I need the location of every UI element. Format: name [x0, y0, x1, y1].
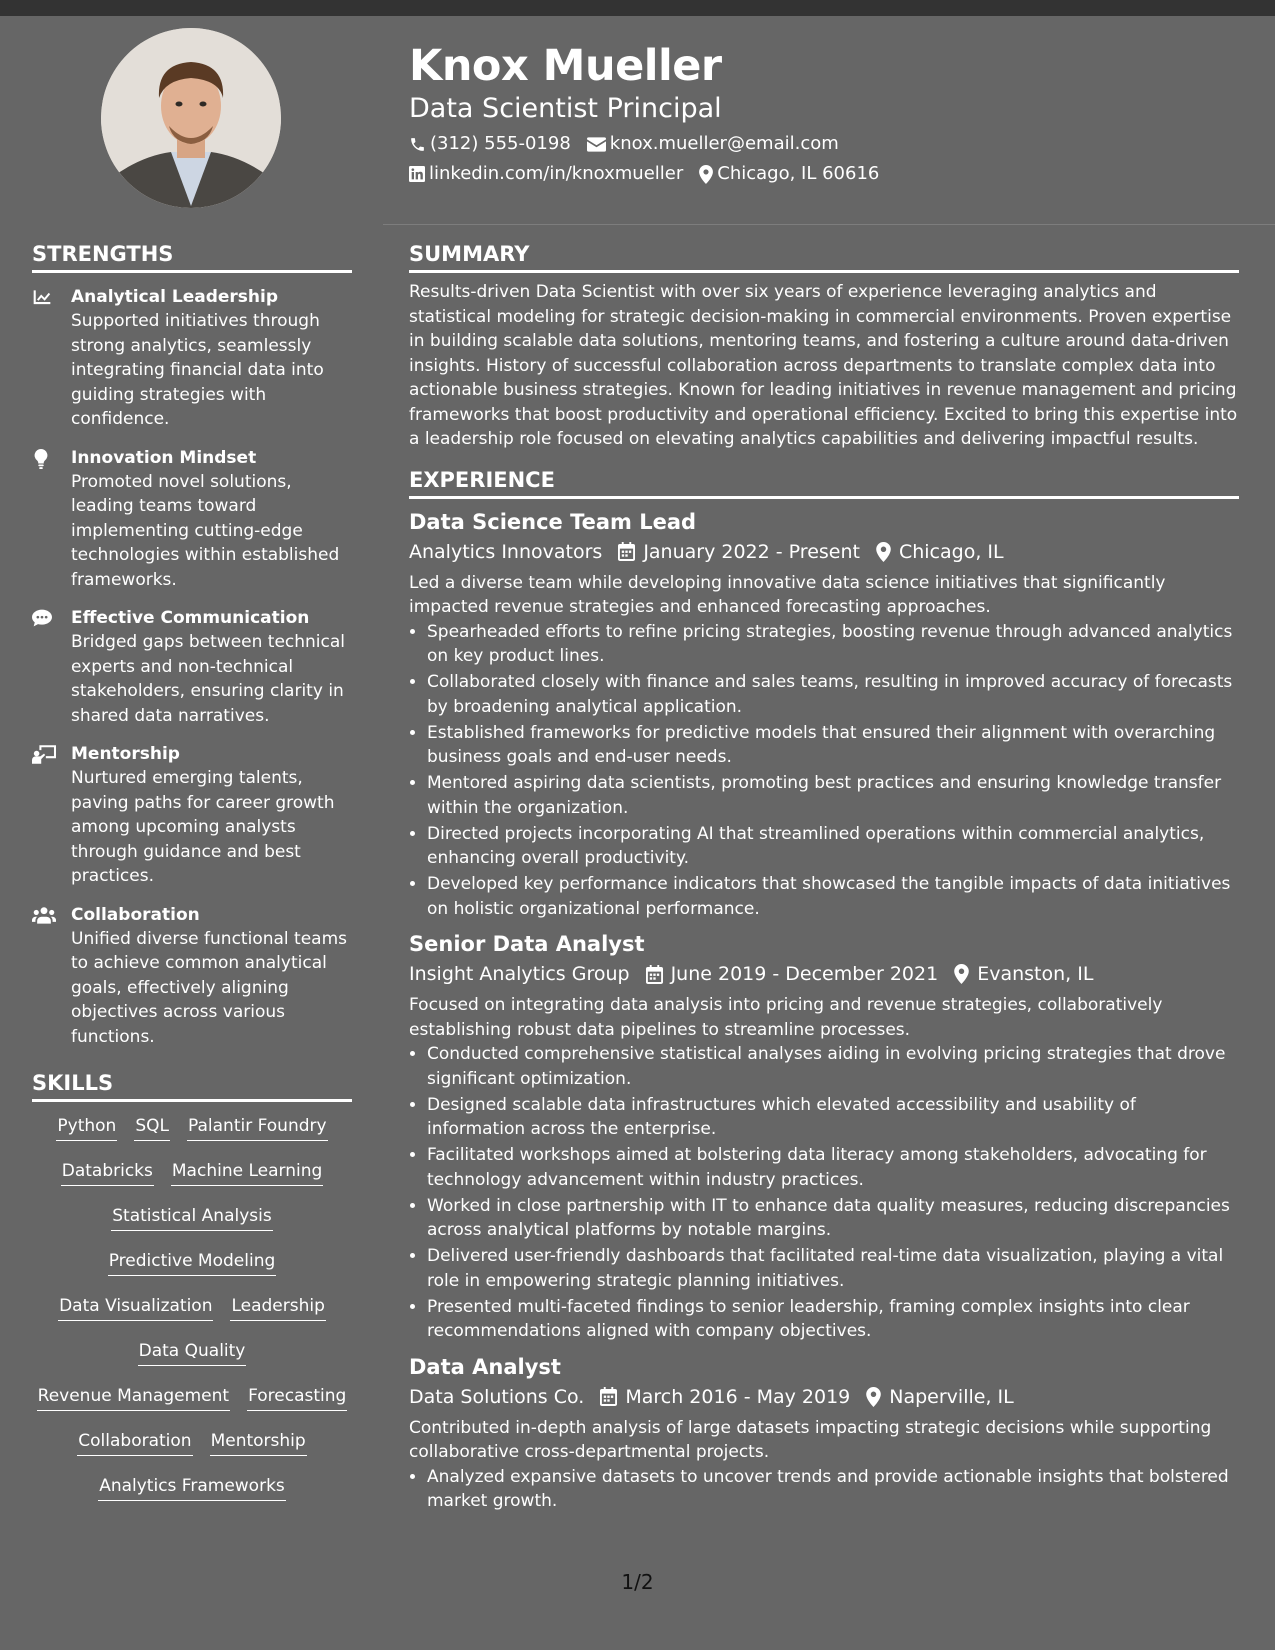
strength-item: [32, 606, 352, 728]
strength-desc: Nurtured emerging talents, paving paths for career growth among upcoming analysts through guidance and best practices.: [71, 768, 335, 886]
skill-tag: SQL: [134, 1114, 170, 1141]
skill-tag: Collaboration: [77, 1429, 192, 1456]
summary-text: Results-driven Data Scientist with over six years of experience leveraging analytics and statistical modeling for strategic decision-making in commercial environments. Proven expertise in building scalable data solutions, mentoring teams, and fostering a culture around data-driven insights. History of successful collaboration across departments to translate complex data into actionable business strategies. Known for leading initiatives in revenue management and pricing frameworks that boost productivity and operational efficiency. Excited to bring this expertise into a leadership role focused on elevating analytics capabilities and delivering impactful results.: [409, 282, 1238, 449]
profile-photo: [101, 28, 281, 208]
job-location: Evanston, IL: [977, 963, 1094, 985]
skills-heading: SKILLS: [32, 1071, 114, 1095]
job-location: Chicago, IL: [898, 540, 1004, 563]
job-meta: [409, 539, 1239, 565]
job-bullets: [409, 620, 1239, 922]
job-meta: [409, 1384, 1239, 1410]
job-description: Contributed in-depth analysis of large datasets impacting strategic decisions while supporting collaborative cross-departmental projects.: [409, 1417, 1212, 1462]
job-location-wrap: [866, 1384, 1013, 1410]
job-description: Focused on integrating data analysis into pricing and revenue strategies, collaboratively establishing robust data pipelines to streamline processes.: [409, 995, 1163, 1040]
job-company: Analytics Innovators: [409, 540, 603, 563]
users-icon: [32, 906, 54, 926]
header-divider: [383, 224, 1275, 225]
job-location-wrap: [954, 961, 1093, 987]
phone-contact: [409, 132, 571, 156]
map-marker-icon: [699, 165, 713, 184]
resume-header: [409, 40, 1239, 186]
skill-tag: Statistical Analysis: [111, 1204, 272, 1231]
skill-row: [32, 1114, 352, 1159]
strength-item: [32, 742, 352, 889]
skill-tag: Palantir Foundry: [187, 1114, 328, 1141]
job-bullet: • Worked in close partnership with IT to enhance data quality measures, reducing discrepancies across analytical platforms by notable margins.: [427, 1194, 1239, 1243]
job-location: Naperville, IL: [889, 1385, 1014, 1408]
skills-list: [32, 1114, 352, 1519]
strength-title: Analytical Leadership: [71, 287, 279, 307]
strengths-heading: STRENGTHS: [32, 242, 174, 266]
contact-line-1: [409, 132, 1239, 156]
right-column: [409, 240, 1239, 1515]
job-title: Senior Data Analyst: [409, 932, 645, 956]
summary-rule: [409, 270, 1239, 273]
job-bullet: • Facilitated workshops aimed at bolstering data literacy among stakeholders, advocating for technology advancement within industry practices.: [427, 1143, 1239, 1192]
calendar-icon: [618, 542, 635, 561]
job-bullets: [409, 1042, 1239, 1344]
linkedin-text: linkedin.com/in/knoxmueller: [429, 163, 684, 184]
linkedin-contact[interactable]: [409, 162, 683, 186]
job-dates-wrap: [618, 539, 860, 565]
job-dates-wrap: [600, 1384, 850, 1410]
skill-tag: Python: [56, 1114, 117, 1141]
comment-icon: [32, 609, 54, 629]
strength-desc: Bridged gaps between technical experts and non-technical stakeholders, ensuring clarity in shared data narratives.: [71, 632, 346, 726]
phone-icon: [409, 136, 426, 153]
strength-title: Mentorship: [71, 744, 180, 764]
location-text: Chicago, IL 60616: [717, 163, 880, 184]
job-bullet: • Mentored aspiring data scientists, promoting best practices and ensuring knowledge transfer within the organization.: [427, 771, 1239, 820]
email-text: knox.mueller@email.com: [609, 133, 839, 154]
skill-tag: Forecasting: [247, 1384, 347, 1411]
job-location-wrap: [876, 539, 1004, 565]
job-meta: [409, 961, 1239, 987]
calendar-icon: [646, 965, 663, 984]
phone-text: (312) 555-0198: [430, 133, 571, 154]
contact-line-2: [409, 162, 1239, 186]
calendar-icon: [600, 1387, 617, 1406]
strength-title: Innovation Mindset: [71, 447, 257, 468]
job-bullet: • Spearheaded efforts to refine pricing strategies, boosting revenue through advanced analytics on key product lines.: [427, 620, 1239, 669]
strength-desc: Supported initiatives through strong analytics, seamlessly integrating financial data into guiding strategies with confidence.: [71, 311, 324, 429]
skill-row: [32, 1429, 352, 1474]
experience-heading: EXPERIENCE: [409, 467, 555, 492]
job-bullet: • Collaborated closely with finance and sales teams, resulting in improved accuracy of forecasts by broadening analytical application.: [427, 670, 1239, 719]
job-entry: [409, 507, 1239, 922]
job-bullet: • Developed key performance indicators that showcased the tangible impacts of data initiatives on holistic organizational performance.: [427, 872, 1239, 921]
job-title: Data Science Team Lead: [409, 509, 697, 534]
location-contact: [699, 162, 879, 186]
job-bullet: • Established frameworks for predictive models that ensured their alignment with overarching business goals and end-user needs.: [427, 721, 1239, 770]
strength-title: Collaboration: [71, 904, 200, 925]
job-entry: [409, 929, 1239, 1344]
envelope-icon: [587, 137, 606, 152]
job-bullets: [409, 1465, 1239, 1514]
job-company: Insight Analytics Group: [409, 963, 630, 985]
strength-desc: Promoted novel solutions, leading teams toward implementing cutting-edge technologies within established frameworks.: [71, 471, 340, 590]
page-number: 1/2: [621, 1570, 654, 1594]
skill-tag: Data Quality: [138, 1339, 247, 1366]
summary-heading: SUMMARY: [409, 242, 530, 266]
skill-tag: Mentorship: [210, 1429, 307, 1456]
skills-rule: [32, 1099, 352, 1102]
job-description: Led a diverse team while developing innovative data science initiatives that significantly impacted revenue strategies and enhanced forecasting approaches.: [409, 572, 1166, 617]
lightbulb-icon: [32, 449, 54, 469]
strength-item: [32, 446, 352, 593]
strengths-rule: [32, 270, 352, 273]
skill-row: [32, 1339, 352, 1384]
job-dates: January 2022 - Present: [643, 540, 860, 563]
job-dates: March 2016 - May 2019: [625, 1385, 851, 1408]
skill-tag: Analytics Frameworks: [98, 1474, 286, 1501]
linkedin-icon: [409, 166, 425, 182]
strength-item: [32, 285, 352, 432]
skill-tag: Leadership: [230, 1294, 325, 1321]
skill-tag: Machine Learning: [171, 1159, 323, 1186]
skill-row: [32, 1249, 352, 1294]
experience-rule: [409, 496, 1239, 499]
job-bullet: • Delivered user-friendly dashboards that facilitated real-time data visualization, playing a vital role in empowering strategic planning initiatives.: [427, 1244, 1239, 1293]
skill-row: [32, 1294, 352, 1339]
skill-tag: Revenue Management: [37, 1384, 230, 1411]
job-dates: June 2019 - December 2021: [670, 963, 939, 985]
skill-tag: Predictive Modeling: [108, 1249, 277, 1276]
strength-title: Effective Communication: [71, 608, 310, 628]
job-entry: [409, 1352, 1239, 1514]
job-bullet: • Analyzed expansive datasets to uncover trends and provide actionable insights that bolstered market growth.: [427, 1465, 1239, 1514]
map-marker-icon: [954, 964, 969, 984]
map-marker-icon: [876, 542, 891, 562]
skill-row: [32, 1384, 352, 1429]
job-company: Data Solutions Co.: [409, 1385, 585, 1408]
strength-desc: Unified diverse functional teams to achieve common analytical goals, effectively aligning objectives across various functions.: [71, 928, 347, 1047]
skill-tag: Data Visualization: [58, 1294, 213, 1321]
skill-row: [32, 1474, 352, 1519]
strength-item: [32, 903, 352, 1050]
skill-row: [32, 1159, 352, 1204]
job-bullet: • Directed projects incorporating AI that streamlined operations within commercial analytics, enhancing overall productivity.: [427, 822, 1239, 871]
top-bar: [0, 0, 1275, 16]
job-bullet: • Presented multi-faceted findings to senior leadership, framing complex insights into clear recommendations aligned with company objectives.: [427, 1295, 1239, 1344]
chart-line-icon: [32, 288, 54, 308]
skill-row: [32, 1204, 352, 1249]
job-title: Data Analyst: [409, 1354, 561, 1379]
job-dates-wrap: [646, 961, 939, 987]
chalkboard-teacher-icon: [32, 745, 54, 765]
candidate-name: Knox Mueller: [409, 41, 722, 91]
job-bullet: • Designed scalable data infrastructures which elevated accessibility and usability of information across the enterprise.: [427, 1093, 1239, 1142]
candidate-title: Data Scientist Principal: [409, 93, 722, 124]
email-contact[interactable]: [587, 132, 839, 156]
map-marker-icon: [866, 1387, 881, 1407]
left-column: [32, 240, 352, 1519]
skill-tag: Databricks: [61, 1159, 154, 1186]
job-bullet: • Conducted comprehensive statistical analyses aiding in evolving pricing strategies that drove significant optimization.: [427, 1042, 1239, 1091]
